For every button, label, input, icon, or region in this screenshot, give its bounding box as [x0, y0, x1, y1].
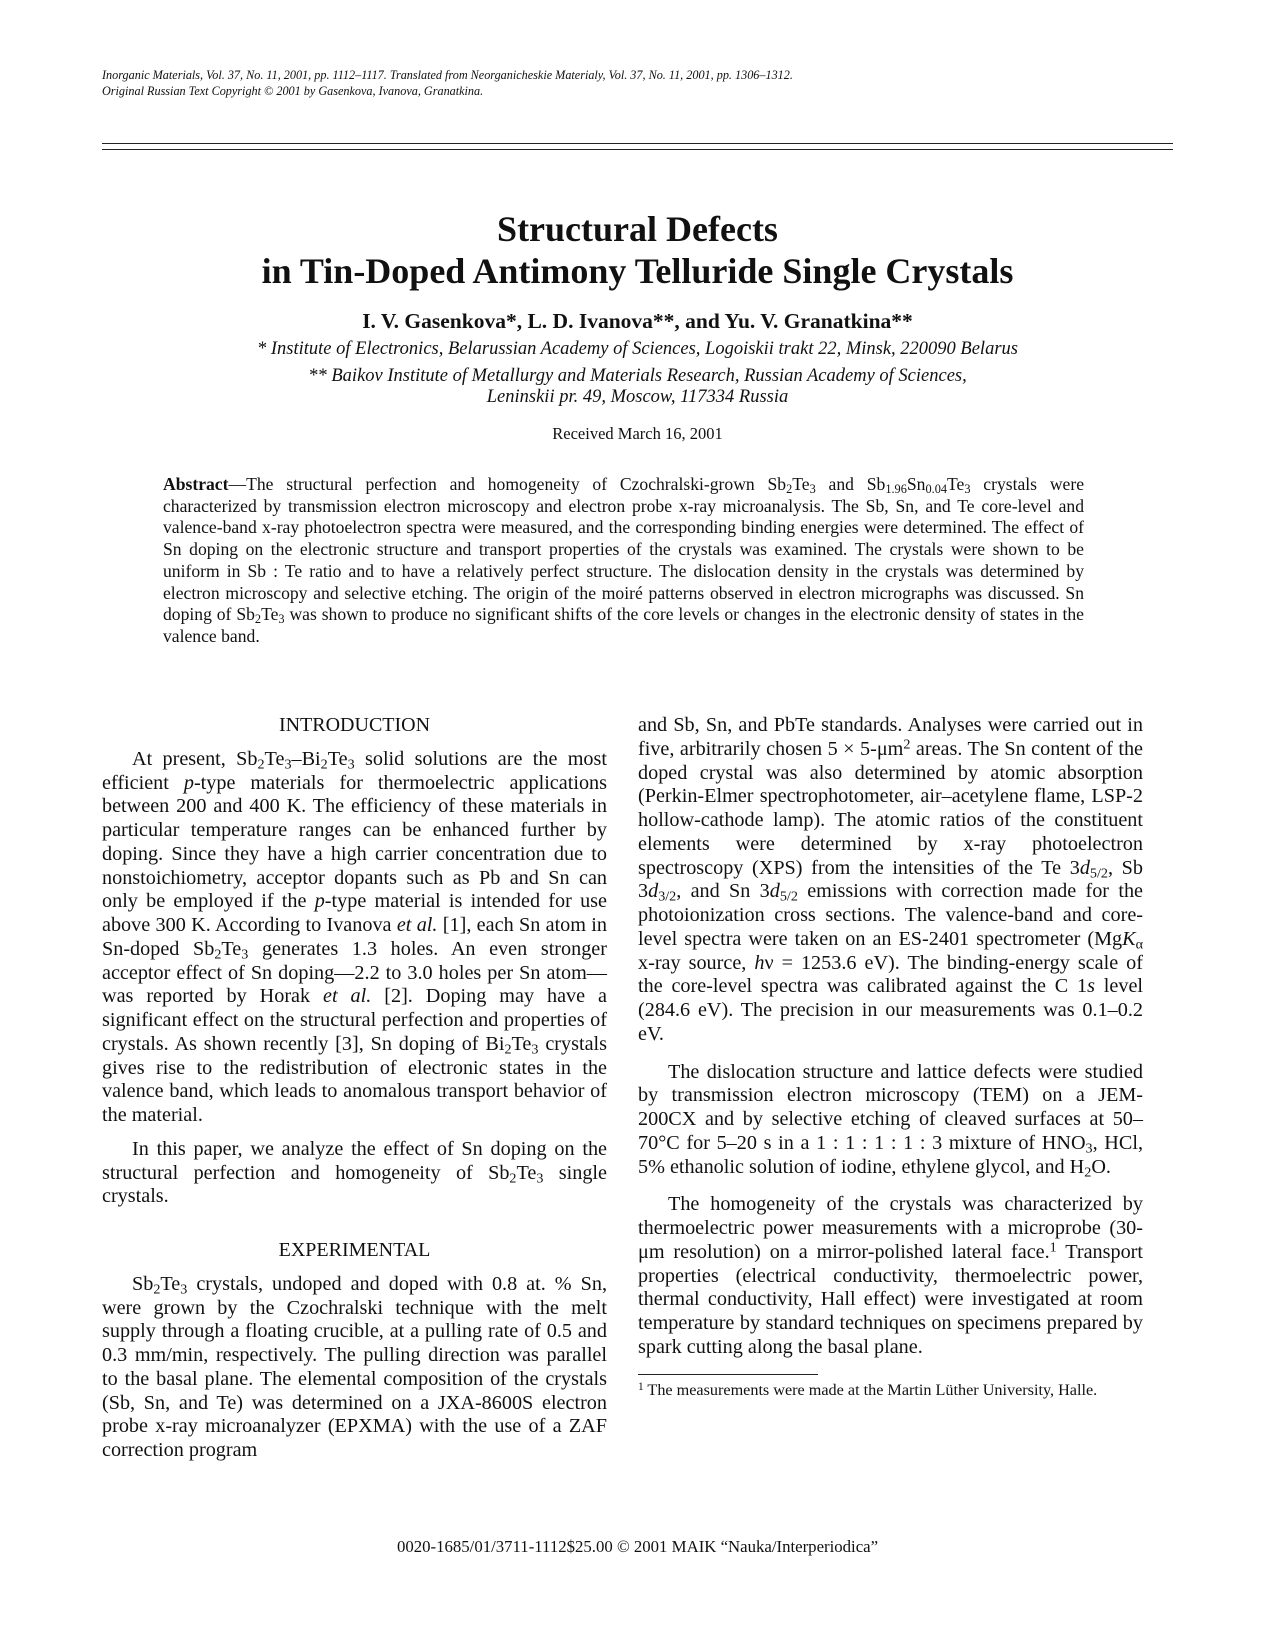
header-rule-bottom	[102, 149, 1173, 150]
authors: I. V. Gasenkova*, L. D. Ivanova**, and Yu. V. Granatkina**	[362, 309, 913, 333]
received-date: Received March 16, 2001	[552, 424, 723, 443]
affiliation-1: * Institute of Electronics, Belarussian Academy of Sciences, Logoiskii trakt 22, Minsk, 220090 Belarus	[257, 339, 1018, 359]
section-introduction: INTRODUCTION	[278, 714, 431, 736]
paper-title	[0, 208, 1275, 292]
affiliation-2-line-1: ** Baikov Institute of Metallurgy and Materials Research, Russian Academy of Sciences,	[308, 366, 967, 386]
section-experimental: EXPERIMENTAL	[278, 1239, 431, 1261]
journal-header	[102, 68, 793, 99]
intro-paragraph-2: In this paper, we analyze the effect of Sn doping on the structural perfection and homogeneity of $Sb_2Te_3$ single crystals.	[102, 1137, 607, 1208]
experimental-paragraph-1: $Sb_2Te_3$ crystals, undoped and doped with 0.8 at. % Sn, were grown by the Czochralski technique with the melt supply through a floating crucible, at a pulling rate of 0.5 and 0.3 mm/min, respectively. The pulling direction was parallel to the basal plane. The elemental composition of the crystals (Sb, Sn, and Te) was determined on a JXA-8600S electron probe x-ray microanalyzer (EPXMA) with the use of a ZAF correction program	[102, 1272, 607, 1461]
abstract-label: Abstract	[163, 474, 229, 494]
intro-paragraph-1: At present, $Sb_2Te_3-Bi_2Te_3$ solid solutions are the most efficient p-type materials for thermoelectric applications between 200 and 400 K. The efficiency of these materials in particular temperature ranges can be enhanced further by doping. Since they have a high carrier concentration due to nonstoichiometry, acceptor dopants such as Pb and Sn can only be employed if the p-type material is intended for use above 300 K. According to Ivanova et al. [1], each Sn atom in Sn-doped $Sb_2Te_3$ generates 1.3 holes. An even stronger acceptor effect of Sn doping—2.2 to 3.0 holes per Sn atom—was reported by Horak et al. [2]. Doping may have a significant effect on the structural perfection and properties of crystals. As shown recently [3], Sn doping of $Bi_2Te_3$ crystals gives rise to the redistribution of electronic states in the valence band, which leads to anomalous transport behavior of the material.	[102, 747, 607, 1126]
footnote-rule	[638, 1374, 818, 1375]
affiliation-2-line-2: Leninskii pr. 49, Moscow, 117334 Russia	[486, 387, 789, 407]
header-line-1: Inorganic Materials, Vol. 37, No. 11, 2001, pp. 1112–1117. Translated from Neorganicheskie Materialy, Vol. 37, No. 11, 2001, pp. 1306–1312.	[102, 68, 793, 82]
footnote: $^1$ The measurements were made at the Martin Lüther University, Halle.	[638, 1380, 1098, 1399]
page-footer: 0020-1685/01/3711-1112$25.00 © 2001 MAIK “Nauka/Interperiodica”	[396, 1537, 879, 1556]
right-paragraph-2: The dislocation structure and lattice defects were studied by transmission electron microscopy (TEM) on a JEM-200CX and by selective etching of cleaved surfaces at 50–70°C for 5–20 s in a 1 : 1 : 1 : 1 : 3 mixture of $HNO_3$, HCl, 5% ethanolic solution of iodine, ethylene glycol, and $H_2O$.	[638, 1060, 1144, 1181]
right-column	[638, 714, 1143, 1399]
affiliation-2	[0, 366, 1275, 408]
title-line-2: in Tin-Doped Antimony Telluride Single Crystals	[261, 251, 1014, 291]
left-column	[102, 714, 607, 1463]
right-paragraph-3: The homogeneity of the crystals was characterized by thermoelectric power measurements with a microprobe (30-μm resolution) on a mirror-polished lateral face.$^1$ Transport properties (electrical conductivity, thermoelectric power, thermal conductivity, Hall effect) were investigated at room temperature by standard techniques on specimens prepared by spark cutting along the basal plane.	[638, 1193, 1143, 1358]
title-line-1: Structural Defects	[497, 209, 778, 249]
header-rule-top	[102, 143, 1173, 144]
header-line-2: Original Russian Text Copyright © 2001 by Gasenkova, Ivanova, Granatkina.	[102, 83, 484, 98]
right-paragraph-1: and Sb, Sn, and PbTe standards. Analyses were carried out in five, arbitrarily chosen $5 \times 5-\mu m^2$ areas. The Sn content of the doped crystal was also determined by atomic absorption (Perkin-Elmer spectrophotometer, air–acetylene flame, LSP-2 hollow-cathode lamp). The atomic ratios of the constituent elements were determined by x-ray photoelectron spectroscopy (XPS) from the intensities of the Te $3d_{5/2}$, Sb $3d_{3/2}$, and Sn $3d_{5/2}$ emissions with correction made for the photoionization cross sections. The valence-band and core-level spectra were taken on an ES-2401 spectrometer (MgK$_\alpha$ x-ray source, hν = 1253.6 eV). The binding-energy scale of the core-level spectra was calibrated against the C 1s level (284.6 eV). The precision in our measurements was 0.1–0.2 eV.	[638, 714, 1144, 1045]
abstract: Abstract—The structural perfection and homogeneity of Czochralski-grown $Sb_2Te_3$ and $Sb_{1.96}Sn_{0.04}Te_3$ crystals were characterized by transmission electron microscopy and electron probe x-ray microanalysis. The Sb, Sn, and Te core-level and valence-band x-ray photoelectron spectra were measured, and the corresponding binding energies were determined. The effect of Sn doping on the electronic structure and transport properties of the crystals was examined. The crystals were shown to be uniform in Sb : Te ratio and to have a relatively perfect structure. The dislocation density in the crystals was determined by electron microscopy and selective etching. The origin of the moiré patterns observed in electron micrographs was discussed. Sn doping of $Sb_2Te_3$ was shown to produce no significant shifts of the core levels or changes in the electronic density of states in the valence band.	[163, 474, 1084, 646]
